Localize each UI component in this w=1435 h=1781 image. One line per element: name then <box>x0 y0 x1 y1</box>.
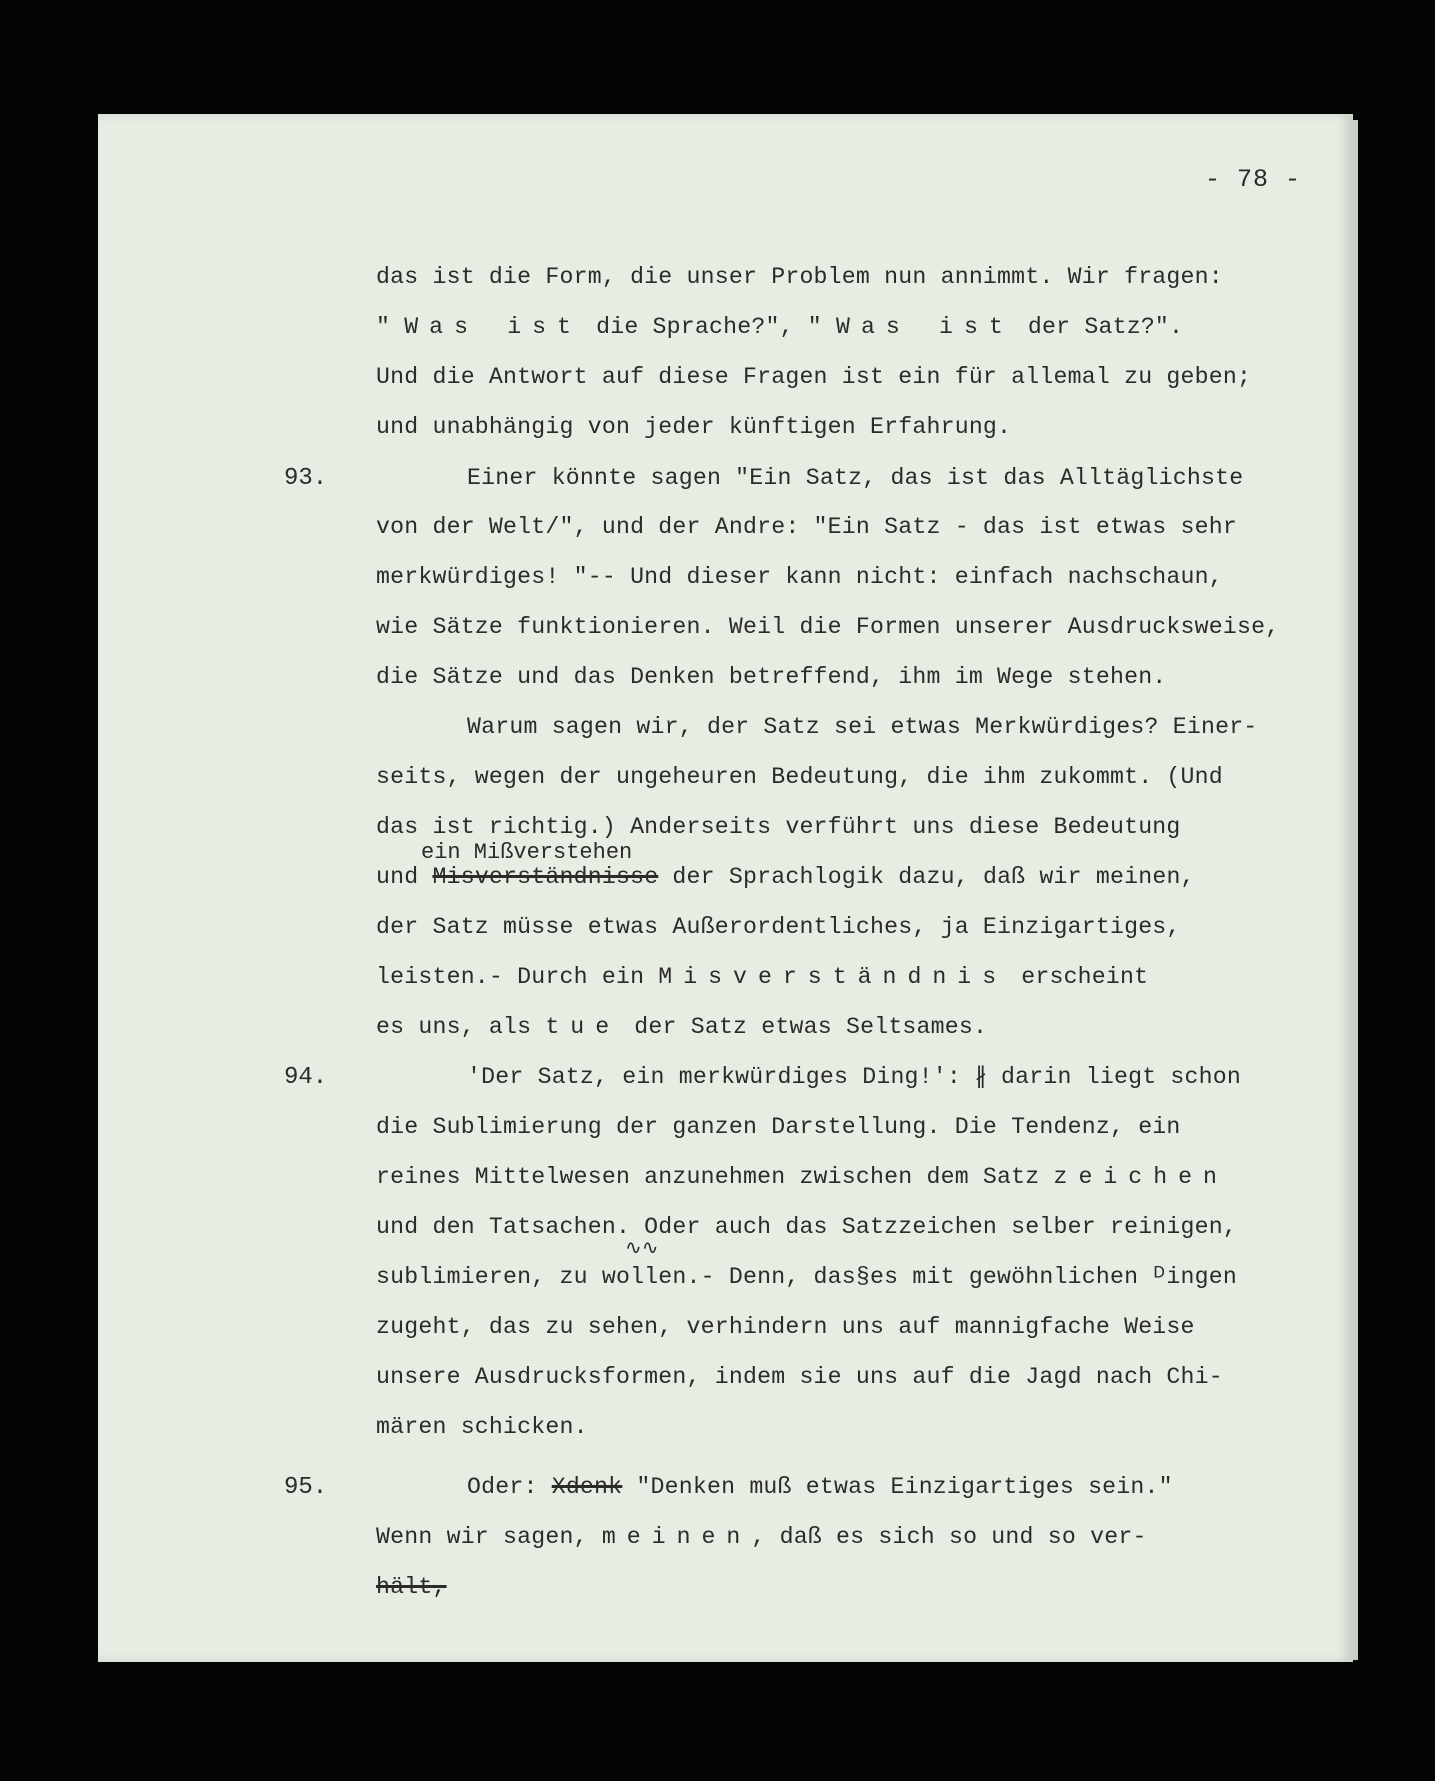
text-line-16: es uns, als tue der Satz etwas Seltsames. <box>376 1014 988 1040</box>
text-line-17: 'Der Satz, ein merkwürdiges Ding!': ∦ darin liegt schon <box>467 1064 1241 1090</box>
text-line-4: und unabhängig von jeder künftigen Erfahrung. <box>376 414 1012 440</box>
text-line-18: die Sublimierung der ganzen Darstellung. Die Tendenz, ein <box>376 1114 1181 1140</box>
struck-word: Misverständnisse <box>432 864 659 890</box>
text-line-1: das ist die Form, die unser Problem nun annimmt. Wir fragen: <box>376 264 1223 290</box>
text-line-12: das ist richtig.) Anderseits verführt uns diese Bedeutung <box>376 814 1181 840</box>
section-number-95: 95. <box>284 1474 328 1501</box>
text-line-6: von der Welt/", und der Andre: "Ein Satz - das ist etwas sehr <box>376 514 1238 540</box>
spaced-word: Was <box>836 314 911 340</box>
spaced-word: ist <box>507 314 582 340</box>
correction-mark: ∿∿ <box>625 1238 659 1261</box>
text-line-22: zugeht, das zu sehen, verhindern uns auf mannigfache Weise <box>376 1314 1195 1340</box>
section-number-94: 94. <box>284 1064 328 1091</box>
text-line-14: der Satz müsse etwas Außerordentliches, ja Einzigartiges, <box>376 914 1181 940</box>
text-line-5: Einer könnte sagen "Ein Satz, das ist das Alltäglichste <box>467 465 1244 491</box>
text-line-3: Und die Antwort auf diese Fragen ist ein für allemal zu geben; <box>376 364 1252 390</box>
text-line-7: merkwürdiges! "-- Und dieser kann nicht: einfach nachschaun, <box>376 564 1223 590</box>
text-line-20: und den Tatsachen. Oder auch das Satzzeichen selber reinigen, <box>376 1214 1238 1240</box>
struck-word: Xdenk <box>551 1474 623 1500</box>
section-number-93: 93. <box>284 465 328 492</box>
text-line-9: die Sätze und das Denken betreffend, ihm im Wege stehen. <box>376 664 1167 690</box>
text-line-25: Oder: Xdenk "Denken muß etwas Einzigartiges sein." <box>467 1474 1173 1500</box>
text-line-8: wie Sätze funktionieren. Weil die Formen unserer Ausdrucksweise, <box>376 614 1280 640</box>
text-line-26: Wenn wir sagen, meinen, daß es sich so und so ver- <box>376 1524 1147 1550</box>
spaced-word: tue <box>545 1014 621 1040</box>
text-line-24: mären schicken. <box>376 1414 588 1440</box>
text-line-2: " Was ist die Sprache?", " Was ist der Satz?". <box>376 314 1184 340</box>
spaced-word: zeichen <box>1053 1164 1228 1190</box>
text-line-27: hält, <box>376 1574 447 1600</box>
text-line-13: und Misverständnisse der Sprachlogik dazu, daß wir meinen, <box>376 864 1195 890</box>
text-line-19: reines Mittelwesen anzunehmen zwischen dem Satz zeichen <box>376 1164 1228 1190</box>
text-line-21: sublimieren, zu wollen.- Denn, das§es mit gewöhnlichen ᴰingen <box>376 1264 1238 1290</box>
text-line-15: leisten.- Durch ein Misverständnis erscheint <box>376 964 1149 990</box>
text-line-11: seits, wegen der ungeheuren Bedeutung, die ihm zukommt. (Und <box>376 764 1223 790</box>
text-line-10: Warum sagen wir, der Satz sei etwas Merkwürdiges? Einer- <box>467 714 1258 740</box>
spaced-word: ist <box>939 314 1014 340</box>
handwritten-insertion: ein Mißverstehen <box>421 840 633 865</box>
page-number: - 78 - <box>1205 165 1302 194</box>
spaced-word: meinen <box>601 1524 752 1550</box>
text-line-23: unsere Ausdrucksformen, indem sie uns auf die Jagd nach Chi- <box>376 1364 1223 1390</box>
spaced-word: Was <box>404 314 479 340</box>
spaced-word: Misverständnis <box>658 964 1008 990</box>
